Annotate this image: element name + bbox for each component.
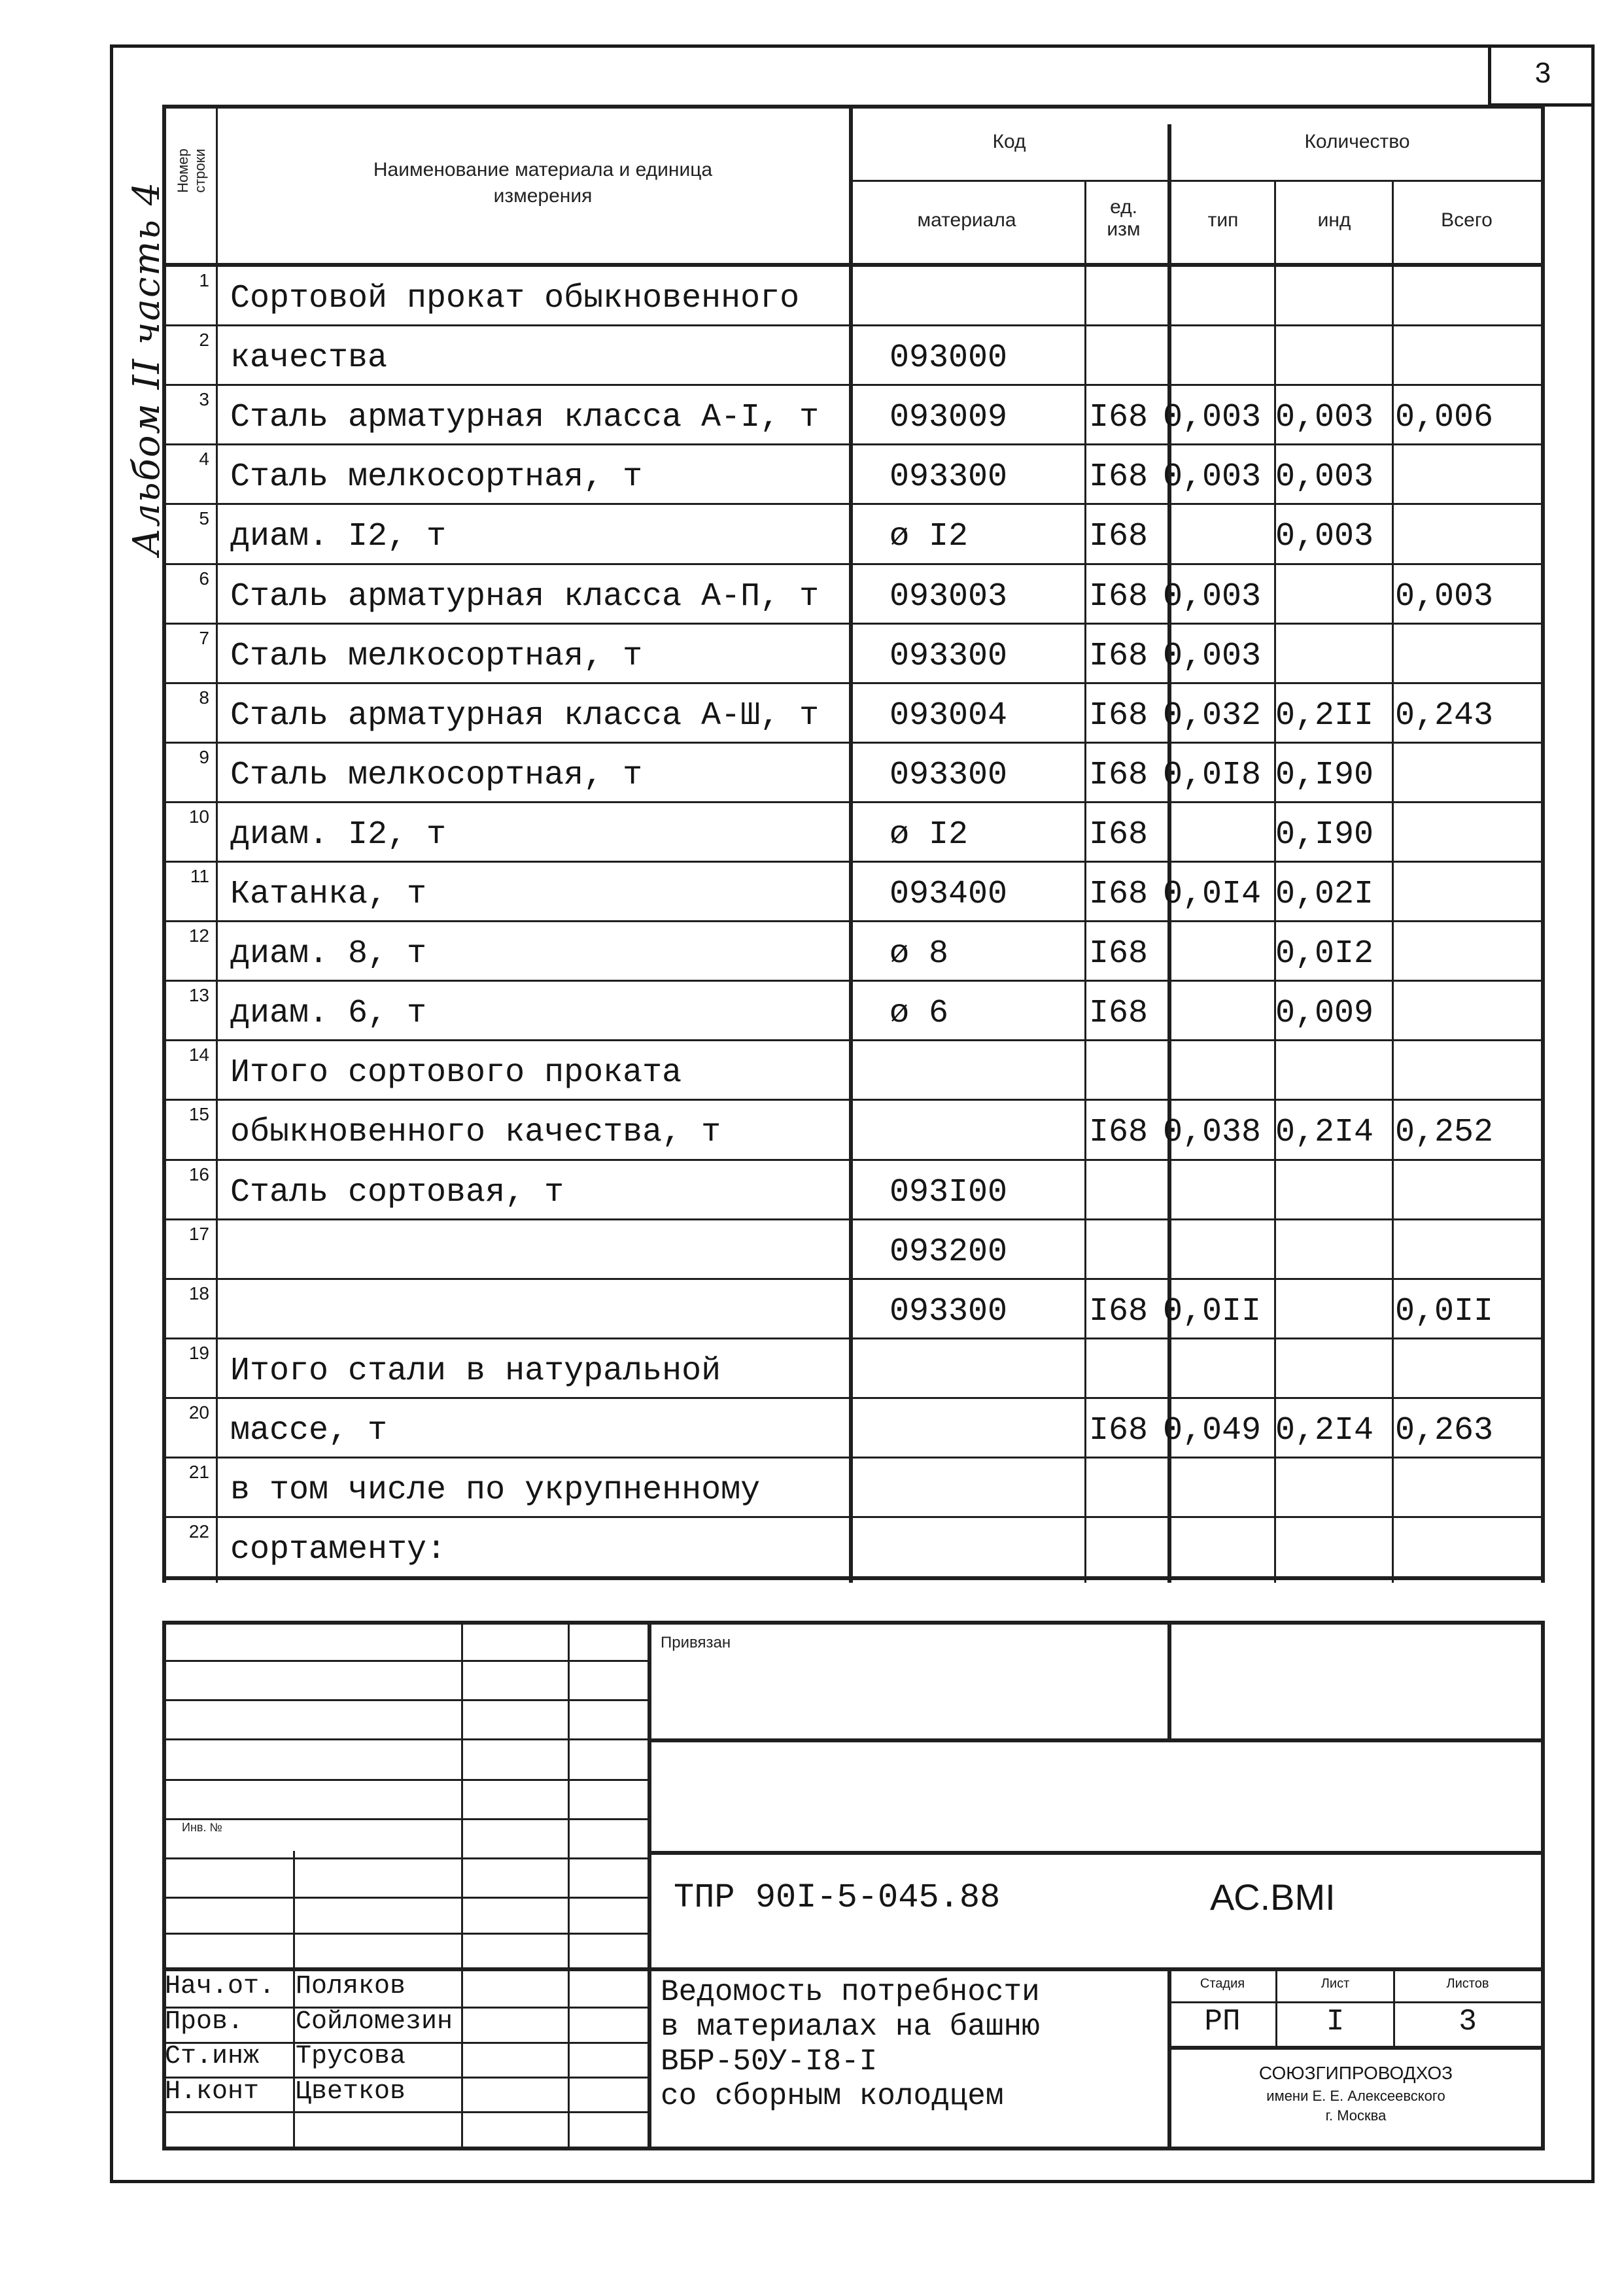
qty-ind: 0,003 [1275,518,1374,556]
sheets-value: 3 [1459,2005,1477,2039]
doc-code: ТПР 90I-5-045.88 [674,1878,1001,1917]
qty-total: 0,252 [1395,1114,1494,1152]
qty-typ: 0,0I4 [1163,876,1262,913]
row-number: 14 [188,1044,209,1065]
unit-code: I68 [1089,518,1149,556]
header-ind: инд [1317,209,1351,231]
row-number: 6 [199,568,209,589]
qty-ind: 0,I90 [1275,756,1374,794]
unit-code: I68 [1089,399,1149,437]
unit-code: I68 [1089,637,1149,675]
material-name: Итого стали в натуральной [230,1352,721,1390]
unit-code: I68 [1089,935,1149,973]
qty-typ: 0,003 [1163,578,1262,615]
signature-name: Сойломезин [296,2007,453,2037]
row-number: 4 [199,449,209,470]
row-number: 13 [188,985,209,1006]
qty-typ: 0,049 [1163,1411,1262,1449]
qty-total: 0,263 [1395,1411,1494,1449]
qty-ind: 0,0I2 [1275,935,1374,973]
material-name: диам. I2, т [230,816,447,854]
material-name: качества [230,339,388,377]
row-number: 18 [188,1283,209,1303]
row-number: 2 [199,330,209,351]
qty-ind: 0,2II [1275,697,1374,734]
material-name: Сталь мелкосортная, т [230,756,643,794]
privyazan-label: Привязан [661,1634,731,1651]
org-subtitle: имени Е. Е. Алексеевского [1266,2088,1445,2104]
row-number: 22 [188,1521,209,1542]
material-name: Сталь арматурная класса А-Ш, т [230,697,820,734]
row-number: 5 [199,508,209,529]
qty-typ: 0,003 [1163,399,1262,437]
header-quantity: Количество [1304,131,1410,152]
material-name: Сталь сортовая, т [230,1173,564,1211]
row-number: 7 [199,627,209,648]
description-line-4: со сборным колодцем [661,2079,1004,2113]
row-number: 10 [188,806,209,827]
unit-code: I68 [1089,1411,1149,1449]
qty-typ: 0,003 [1163,637,1262,675]
material-code: 093003 [890,578,1008,615]
material-name: обыкновенного качества, т [230,1114,721,1152]
material-name: Сталь мелкосортная, т [230,458,643,496]
qty-ind: 0,2I4 [1275,1114,1374,1152]
row-number: 1 [199,270,209,290]
header-unit: ед. изм [1107,196,1141,240]
row-number: 17 [188,1223,209,1244]
header-total: Всего [1441,209,1493,231]
row-number: 12 [188,925,209,946]
material-code: ø I2 [890,816,969,854]
description-line-2: в материалах на башню [661,2010,1040,2044]
material-code: ø 8 [890,935,949,973]
header-material: материала [917,209,1016,231]
org-name: СОЮЗГИПРОВОДХОЗ [1258,2063,1453,2083]
qty-typ: 0,0I8 [1163,756,1262,794]
qty-ind: 0,009 [1275,995,1374,1033]
material-code: 093300 [890,637,1008,675]
material-name: Сталь арматурная класса А-П, т [230,578,820,615]
row-number: 21 [188,1462,209,1482]
signature-role: Нач.от. [165,1972,275,2001]
material-name: сортаменту: [230,1531,447,1569]
stage-label: Стадия [1200,1976,1245,1991]
material-name: массе, т [230,1411,388,1449]
signature-name: Цветков [296,2077,406,2107]
row-number: 11 [190,866,209,886]
material-name: Сталь мелкосортная, т [230,637,643,675]
row-number: 8 [199,687,209,708]
material-name: диам. 6, т [230,995,427,1033]
description-line-1: Ведомость потребности [661,1975,1040,2009]
material-code: 093000 [890,339,1008,377]
inv-no-label: Инв. № [182,1821,222,1834]
qty-typ: 0,0II [1163,1292,1262,1330]
row-number: 15 [188,1104,209,1125]
qty-ind: 0,003 [1275,458,1374,496]
signature-name: Трусова [296,2042,406,2071]
material-name: Сталь арматурная класса А-I, т [230,399,820,437]
qty-ind: 0,02I [1275,876,1374,913]
signature-role: Пров. [165,2007,244,2037]
signature-role: Ст.инж [165,2042,260,2071]
header-name: Наименование материала и единица измерения [373,159,713,207]
header-row-number: Номер строки [175,148,208,193]
material-code: ø 6 [890,995,949,1033]
sheet-mark: АС.ВМI [1210,1876,1336,1918]
material-code: 093200 [890,1233,1008,1271]
row-number: 16 [188,1164,209,1184]
material-code: 093009 [890,399,1008,437]
sheets-label: Листов [1446,1976,1489,1991]
qty-typ: 0,003 [1163,458,1262,496]
row-number: 9 [199,746,209,767]
material-name: Сортовой прокат обыкновенного [230,280,800,317]
qty-total: 0,003 [1395,578,1494,615]
material-code: 093I00 [890,1173,1008,1211]
org-city: г. Москва [1325,2107,1387,2124]
qty-typ: 0,032 [1163,697,1262,734]
unit-code: I68 [1089,876,1149,913]
header-code: Код [992,131,1026,152]
qty-ind: 0,I90 [1275,816,1374,854]
unit-code: I68 [1089,756,1149,794]
unit-code: I68 [1089,816,1149,854]
qty-typ: 0,038 [1163,1114,1262,1152]
material-code: 093300 [890,756,1008,794]
qty-ind: 0,2I4 [1275,1411,1374,1449]
material-code: ø I2 [890,518,969,556]
material-name: Итого сортового проката [230,1054,682,1092]
material-code: 093004 [890,697,1008,734]
material-code: 093400 [890,876,1008,913]
sheet-label: Лист [1321,1976,1350,1991]
unit-code: I68 [1089,1114,1149,1152]
side-title: Альбом II часть 4 [126,181,168,556]
signature-role: Н.конт [165,2077,260,2107]
unit-code: I68 [1089,458,1149,496]
signature-name: Поляков [296,1972,406,2001]
row-number: 19 [188,1342,209,1363]
stage-value: РП [1204,2005,1241,2039]
material-code: 093300 [890,1292,1008,1330]
unit-code: I68 [1089,1292,1149,1330]
material-name: в том числе по укрупненному [230,1472,761,1509]
material-name: диам. I2, т [230,518,447,556]
unit-code: I68 [1089,697,1149,734]
qty-ind: 0,003 [1275,399,1374,437]
material-code: 093300 [890,458,1008,496]
sheet-value: I [1326,2005,1345,2039]
qty-total: 0,0II [1395,1292,1494,1330]
header-typ: тип [1207,209,1239,231]
unit-code: I68 [1089,578,1149,615]
row-number: 20 [188,1402,209,1423]
qty-total: 0,243 [1395,697,1494,734]
unit-code: I68 [1089,995,1149,1033]
row-number: 3 [199,389,209,410]
page-number: 3 [1488,44,1595,107]
material-name: Катанка, т [230,876,427,913]
material-name: диам. 8, т [230,935,427,973]
qty-total: 0,006 [1395,399,1494,437]
description-line-3: ВБР-50У-I8-I [661,2045,878,2079]
